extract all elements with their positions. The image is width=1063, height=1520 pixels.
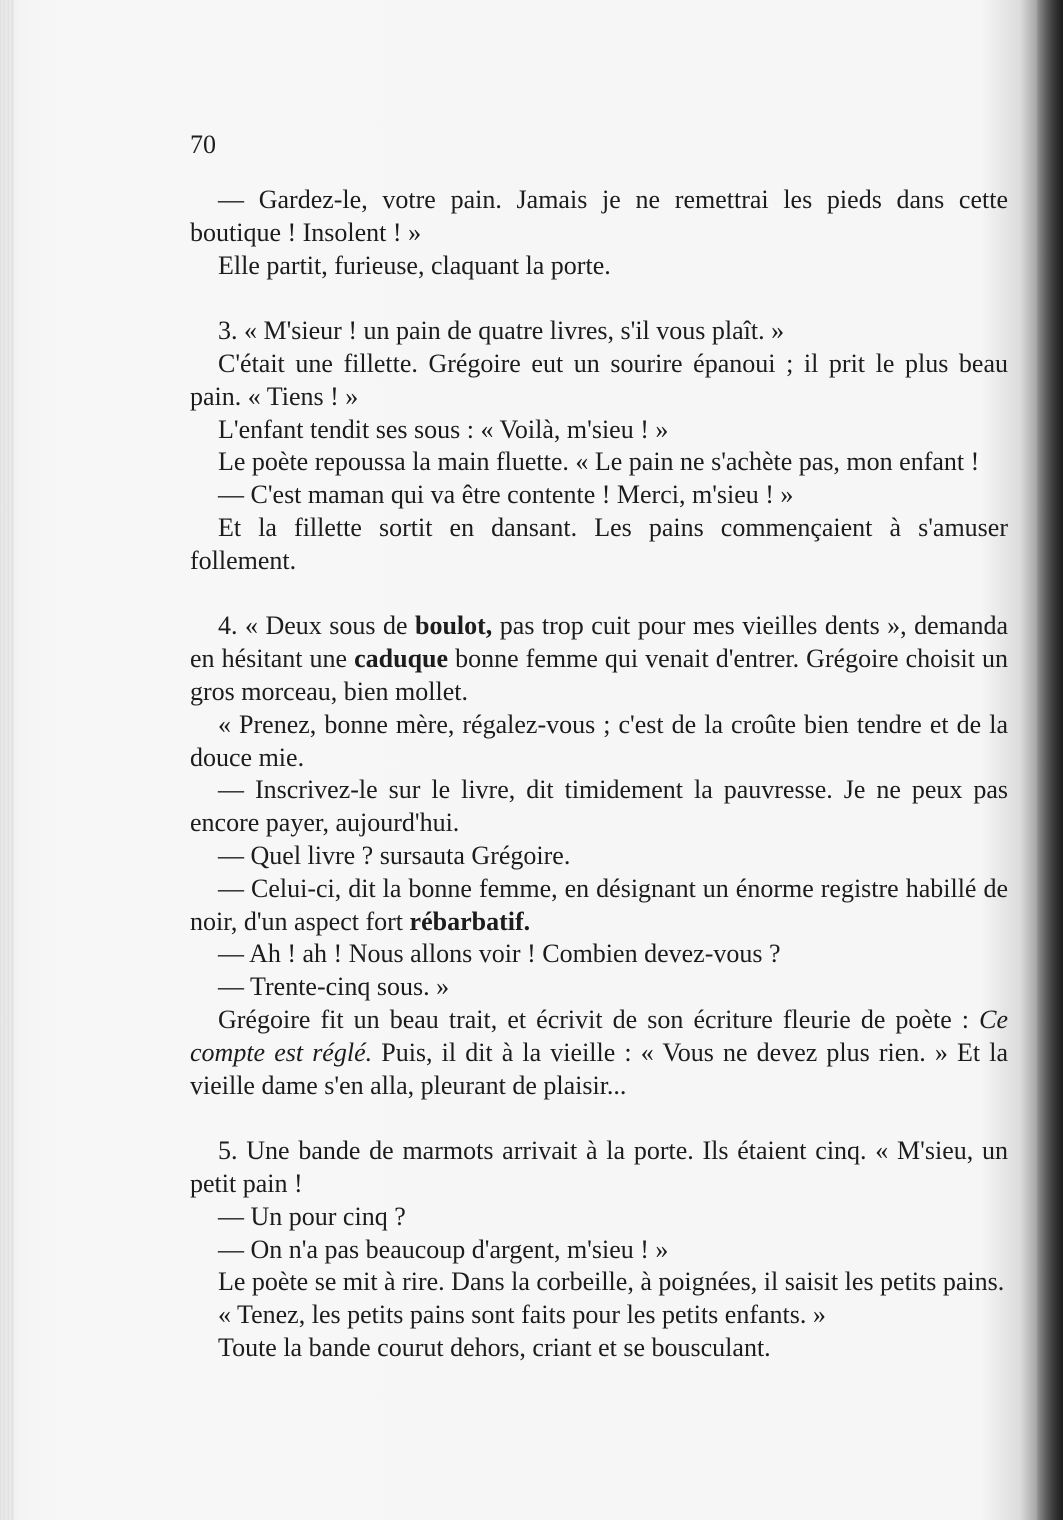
paragraph-text: bonne femme qui venait d'entrer. Grégoire choisit un gros morceau, bien mollet.: [190, 644, 1009, 706]
paragraph: Le poète se mit à rire. Dans la corbeille, à poignées, il saisit les petits pains.: [218, 1267, 1005, 1297]
paragraph: Et la fillette sortit en dansant. Les pains commençaient à s'amuser follement.: [190, 512, 1008, 575]
paragraph: L'enfant tendit ses sous : « Voilà, m'sieu ! »: [218, 414, 669, 444]
bold-word: caduque: [354, 644, 449, 674]
paragraph-text: Puis, il dit à la vieille : « Vous ne devez plus rien. » Et la vieille dame s'en alla, pleurant de plaisir...: [190, 1037, 1008, 1100]
paragraph: — Gardez-le, votre pain. Jamais je ne remettrai les pieds dans cette boutique ! Insolent ! »: [190, 185, 1008, 247]
paragraph: C'était une fillette. Grégoire eut un sourire épanoui ; il prit le plus beau pain. « Tiens ! »: [190, 348, 1008, 411]
paragraph: « Tenez, les petits pains sont faits pour les petits enfants. »: [218, 1300, 826, 1330]
paragraph: — Trente-cinq sous. »: [218, 972, 450, 1002]
paragraph: — Inscrivez-le sur le livre, dit timidement la pauvresse. Je ne peux pas encore payer, aujourd'hui.: [190, 775, 1008, 838]
bold-word: boulot,: [415, 611, 493, 641]
paragraph: « Prenez, bonne mère, régalez-vous ; c'est de la croûte bien tendre et de la douce mie.: [190, 709, 1008, 772]
paragraph-text: 4. « Deux sous de: [218, 611, 415, 641]
paragraph-text: — Celui-ci, dit la bonne femme, en désignant un énorme registre habillé de noir, d'un aspect fort: [190, 873, 1008, 936]
paragraph-text: pas trop cuit pour mes vieilles dents », demanda en hésitant une: [190, 611, 1009, 674]
page-number: 70: [190, 130, 216, 159]
section-gap: [190, 1102, 1008, 1135]
paragraph: — C'est maman qui va être contente ! Merci, m'sieu ! »: [218, 480, 794, 510]
paragraph: — On n'a pas beaucoup d'argent, m'sieu ! »: [218, 1234, 669, 1264]
section-gap: [190, 282, 1008, 315]
page-text: [190, 184, 1008, 1365]
paragraph: [190, 610, 1008, 708]
paragraph: Toute la bande courut dehors, criant et se bousculant.: [218, 1332, 771, 1362]
section-gap: [190, 578, 1008, 611]
paragraph: [190, 1004, 1008, 1102]
page-left-edge: [0, 0, 14, 1520]
paragraph: Elle partit, furieuse, claquant la porte.: [218, 250, 611, 280]
paragraph: 3. « M'sieur ! un pain de quatre livres, s'il vous plaît. »: [218, 316, 785, 346]
binding-shadow: [1037, 0, 1063, 1520]
bold-word: rébarbatif.: [409, 906, 531, 936]
paragraph: — Ah ! ah ! Nous allons voir ! Combien devez-vous ?: [218, 939, 781, 969]
paragraph: [190, 873, 1008, 939]
italic-text: Ce compte est réglé.: [190, 1004, 1008, 1067]
paragraph: — Un pour cinq ?: [218, 1201, 406, 1231]
paragraph: — Quel livre ? sursauta Grégoire.: [218, 840, 571, 870]
paragraph: Le poète repoussa la main fluette. « Le pain ne s'achète pas, mon enfant !: [218, 447, 980, 477]
paragraph-text: Grégoire fit un beau trait, et écrivit de son écriture fleurie de poète :: [218, 1004, 980, 1034]
paragraph: 5. Une bande de marmots arrivait à la porte. Ils étaient cinq. « M'sieu, un petit pain !: [190, 1136, 1008, 1198]
